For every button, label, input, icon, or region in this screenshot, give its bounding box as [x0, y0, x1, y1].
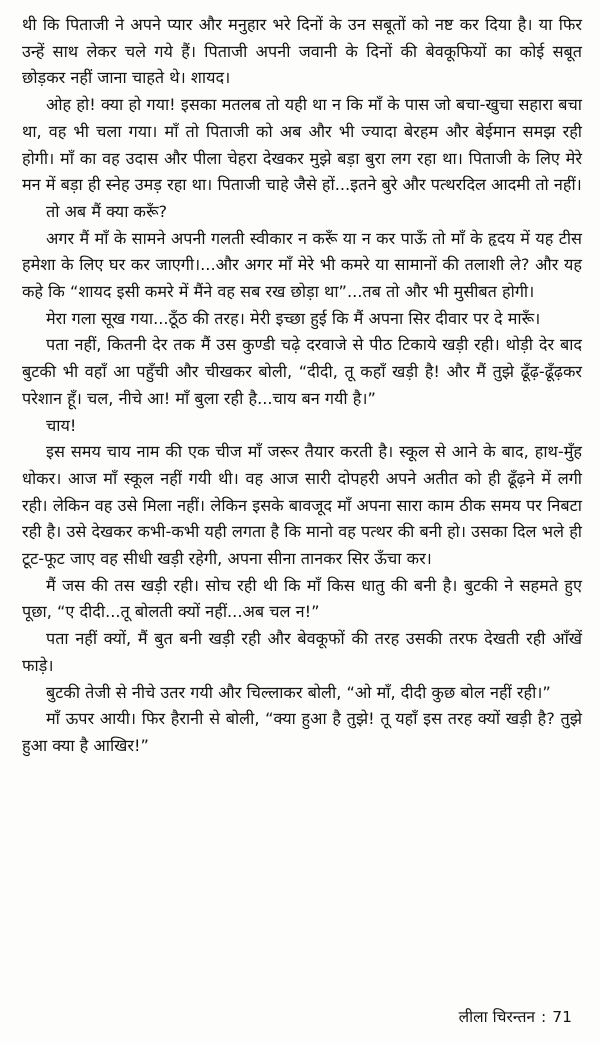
- paragraph: अगर मैं माँ के सामने अपनी गलती स्वीकार न करूँ या न कर पाऊँ तो माँ के हृदय में यह टीस हमेशा के लिए घर कर जाएगी।...और अगर माँ मेरे भी कमरे या सामानों की तलाशी ले? और यह कहे कि “शायद इसी कमरे में मैंने वह सब रख छोड़ा था”...तब तो और भी मुसीबत होगी।: [22, 228, 582, 302]
- paragraph: पता नहीं, कितनी देर तक मैं उस कुण्डी चढ़े दरवाजे से पीठ टिकाये खड़ी रही। थोड़ी देर बाद बुटकी भी वहाँ आ पहुँची और चीखकर बोली, “दीदी, तू कहाँ खड़ी है! और मैं तुझे ढूँढ़-ढूँढ़कर परेशान हूँ। चल, नीचे आ! माँ बुला रही है...चाय बन गयी है।”: [22, 335, 582, 408]
- paragraph: ओह हो! क्या हो गया! इसका मतलब तो यही था न कि माँ के पास जो बचा-खुचा सहारा बचा था, वह भी चला गया। माँ तो पिताजी को अब और भी ज्यादा बेरहम और बेईमान समझ रही होगी। माँ का वह उदास और पीला चेहरा देखकर मुझे बड़ा बुरा लग रहा था। पिताजी के लिए मेरे मन में बड़ा ही स्नेह उमड़ रहा था। पिताजी चाहे जैसे हों...इतने बुरे और पत्थरदिल आदमी तो नहीं।: [22, 95, 582, 195]
- paragraph: मैं जस की तस खड़ी रही। सोच रही थी कि माँ किस धातु की बनी है। बुटकी ने सहमते हुए पूछा, “ए दीदी...तू बोलती क्यों नहीं...अब चल न!”: [22, 575, 582, 622]
- paragraph: इस समय चाय नाम की एक चीज माँ जरूर तैयार करती है। स्कूल से आने के बाद, हाथ-मुँह धोकर। आज माँ स्कूल नहीं गयी थी। वह आज सारी दोपहरी अपने अतीत को ही ढूँढ़ने में लगी रही। लेकिन वह उसे मिला नहीं। लेकिन इसके बावजूद माँ अपना सारा काम ठीक समय पर निबटा रही है। उसे देखकर कभी-कभी यही लगता है कि मानो वह पत्थर की बनी हो। उसका दिल भले ही टूट-फूट जाए वह सीधी खड़ी रहेगी, अपना सीना तानकर सिर ऊँचा कर।: [22, 442, 582, 569]
- page-number: 71: [552, 1008, 572, 1026]
- paragraph: तो अब मैं क्या करूँ?: [46, 201, 168, 221]
- paragraph: थी कि पिताजी ने अपने प्यार और मनुहार भरे दिनों के उन सबूतों को नष्ट कर दिया है। या फिर उन्हें साथ लेकर चले गये हैं। पिताजी अपनी जवानी के दिनों की बेवकूफियों का कोई सबूत छोड़कर नहीं जाना चाहते थे। शायद।: [22, 15, 582, 88]
- page-footer: [459, 1006, 572, 1028]
- footer-separator: :: [541, 1008, 547, 1026]
- paragraph: चाय!: [46, 415, 77, 435]
- page-body-text: [22, 12, 582, 760]
- paragraph: पता नहीं क्यों, मैं बुत बनी खड़ी रही और बेवकूफों की तरह उसकी तरफ देखती रही आँखें फाड़े।: [22, 629, 582, 675]
- paragraph: मेरा गला सूख गया...ठूँठ की तरह। मेरी इच्छा हुई कि मैं अपना सिर दीवार पर दे मारूँ।: [46, 308, 541, 328]
- paragraph: माँ ऊपर आयी। फिर हैरानी से बोली, “क्या हुआ है तुझे! तू यहाँ इस तरह क्यों खड़ी है? तुझे हुआ क्या है आखिर!”: [22, 709, 582, 755]
- paragraph: बुटकी तेजी से नीचे उतर गयी और चिल्लाकर बोली, “ओ माँ, दीदी कुछ बोल नहीं रही।”: [46, 682, 551, 702]
- book-title: लीला चिरन्तन: [458, 1008, 536, 1026]
